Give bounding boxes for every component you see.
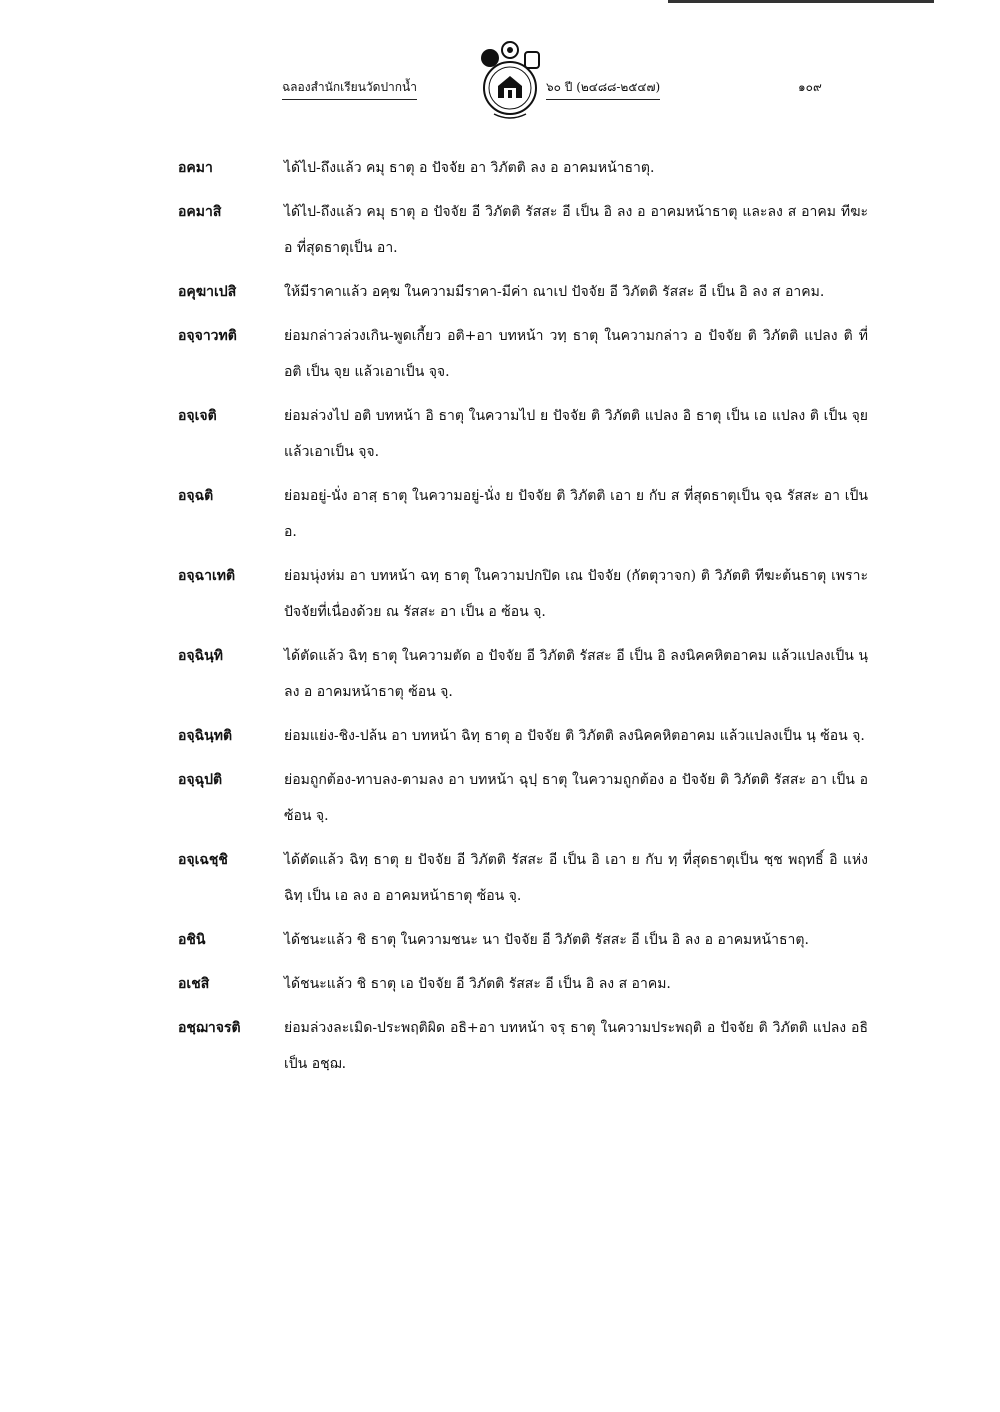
entry-term: อคุฆาเปสิ [178, 284, 237, 300]
entry-definition: ย่อมกล่าวล่วงเกิน-พูดเกี้ยว อติ+อา บทหน้า วทฺ ธาตุ ในความกล่าว อ ปัจจัย ติ วิภัตติ แปลง ติ ที่ อติ เป็น จฺย แล้วเอาเป็น จฺจ. [284, 328, 868, 380]
entry-term: อคมาสิ [178, 204, 222, 220]
dictionary-entry [178, 194, 868, 266]
dictionary-entry [178, 762, 868, 834]
entry-definition: ได้ไป-ถึงแล้ว คมุ ธาตุ อ ปัจจัย อี วิภัตติ รัสสะ อี เป็น อิ ลง อ อาคมหน้าธาตุ และลง ส อาคม ทีฆะ อ ที่สุดธาตุเป็น อา. [284, 204, 868, 256]
dictionary-entry [178, 1010, 868, 1082]
entry-definition: ได้ตัดแล้ว ฉิทฺ ธาตุ ย ปัจจัย อี วิภัตติ รัสสะ อี เป็น อิ เอา ย กับ ทฺ ที่สุดธาตุเป็น ชฺช พฤทธิ์ อิ แห่ง ฉิทฺ เป็น เอ ลง อ อาคมหน้าธาตุ ซ้อน จฺ. [284, 852, 868, 904]
entry-term: อจฺจาวทติ [178, 328, 237, 344]
dictionary-entry [178, 398, 868, 470]
dictionary-entry [178, 558, 868, 630]
entry-term: อจฺเจติ [178, 408, 217, 424]
dictionary-entry [178, 150, 868, 186]
entry-definition: ให้มีราคาแล้ว อคฺฆ ในความมีราคา-มีค่า ณาเป ปัจจัย อี วิภัตติ รัสสะ อี เป็น อิ ลง ส อาคม. [284, 284, 825, 300]
entry-definition: ย่อมล่วงไป อติ บทหน้า อิ ธาตุ ในความไป ย ปัจจัย ติ วิภัตติ แปลง อิ ธาตุ เป็น เอ แปลง ติ เป็น จฺย แล้วเอาเป็น จฺจ. [284, 408, 868, 460]
dictionary-entry [178, 478, 868, 550]
dictionary-entry [178, 638, 868, 710]
dictionary-entry [178, 842, 868, 914]
entry-definition: ย่อมอยู่-นั่ง อาสฺ ธาตุ ในความอยู่-นั่ง ย ปัจจัย ติ วิภัตติ เอา ย กับ ส ที่สุดธาตุเป็น จฺฉ รัสสะ อา เป็น อ. [284, 488, 868, 540]
header-left-title: ฉลองสำนักเรียนวัดปากน้ำ [282, 78, 417, 100]
dictionary-entry [178, 318, 868, 390]
entry-definition: ย่อมนุ่งห่ม อา บทหน้า ฉทฺ ธาตุ ในความปกปิด เณ ปัจจัย (กัตตุวาจก) ติ วิภัตติ ทีฆะต้นธาตุ เพราะปัจจัยที่เนื่องด้วย ณ รัสสะ อา เป็น อ ซ้อน จฺ. [284, 568, 868, 620]
dictionary-entries [178, 150, 868, 1090]
entry-term: อเชสิ [178, 976, 210, 992]
entry-term: อจฺฉาเทติ [178, 568, 236, 584]
entry-definition: ได้ไป-ถึงแล้ว คมุ ธาตุ อ ปัจจัย อา วิภัตติ ลง อ อาคมหน้าธาตุ. [284, 160, 655, 176]
dictionary-entry [178, 274, 868, 310]
entry-definition: ได้ชนะแล้ว ชิ ธาตุ เอ ปัจจัย อี วิภัตติ รัสสะ อี เป็น อิ ลง ส อาคม. [284, 976, 671, 992]
entry-term: อชฺฌาจรติ [178, 1020, 241, 1036]
entry-term: อจฺฉติ [178, 488, 214, 504]
header-right-title: ๖๐ ปี (๒๔๘๘-๒๕๔๗) [546, 78, 660, 100]
entry-term: อคมา [178, 160, 213, 176]
entry-term: อจฺฉินฺทติ [178, 728, 233, 744]
dictionary-entry [178, 966, 868, 1002]
entry-term: อจฺฉินฺทิ [178, 648, 223, 664]
temple-emblem-icon [470, 40, 550, 126]
entry-term: อชินิ [178, 932, 206, 948]
dictionary-entry [178, 922, 868, 958]
top-edge-rule [668, 0, 934, 3]
entry-definition: ได้ชนะแล้ว ชิ ธาตุ ในความชนะ นา ปัจจัย อี วิภัตติ รัสสะ อี เป็น อิ ลง อ อาคมหน้าธาตุ. [284, 932, 809, 948]
entry-term: อจฺฉุปติ [178, 772, 223, 788]
entry-definition: ย่อมล่วงละเมิด-ประพฤติผิด อธิ+อา บทหน้า จรฺ ธาตุ ในความประพฤติ อ ปัจจัย ติ วิภัตติ แปลง อธิ เป็น อชฺฌ. [284, 1020, 868, 1072]
dictionary-entry [178, 718, 868, 754]
page-number: ๑๐๙ [798, 80, 822, 94]
entry-definition: ย่อมแย่ง-ชิง-ปล้น อา บทหน้า ฉิทฺ ธาตุ อ ปัจจัย ติ วิภัตติ ลงนิคคหิตอาคม แล้วแปลงเป็น นฺ ซ้อน จฺ. [284, 728, 865, 744]
entry-definition: ย่อมถูกต้อง-ทาบลง-ตามลง อา บทหน้า ฉุปฺ ธาตุ ในความถูกต้อง อ ปัจจัย ติ วิภัตติ รัสสะ อา เป็น อ ซ้อน จฺ. [284, 772, 868, 824]
entry-definition: ได้ตัดแล้ว ฉิทฺ ธาตุ ในความตัด อ ปัจจัย อี วิภัตติ รัสสะ อี เป็น อิ ลงนิคคหิตอาคม แล้วแปลงเป็น นฺ ลง อ อาคมหน้าธาตุ ซ้อน จฺ. [284, 648, 868, 700]
entry-term: อจฺเฉชฺชิ [178, 852, 228, 868]
page-header [170, 40, 870, 130]
